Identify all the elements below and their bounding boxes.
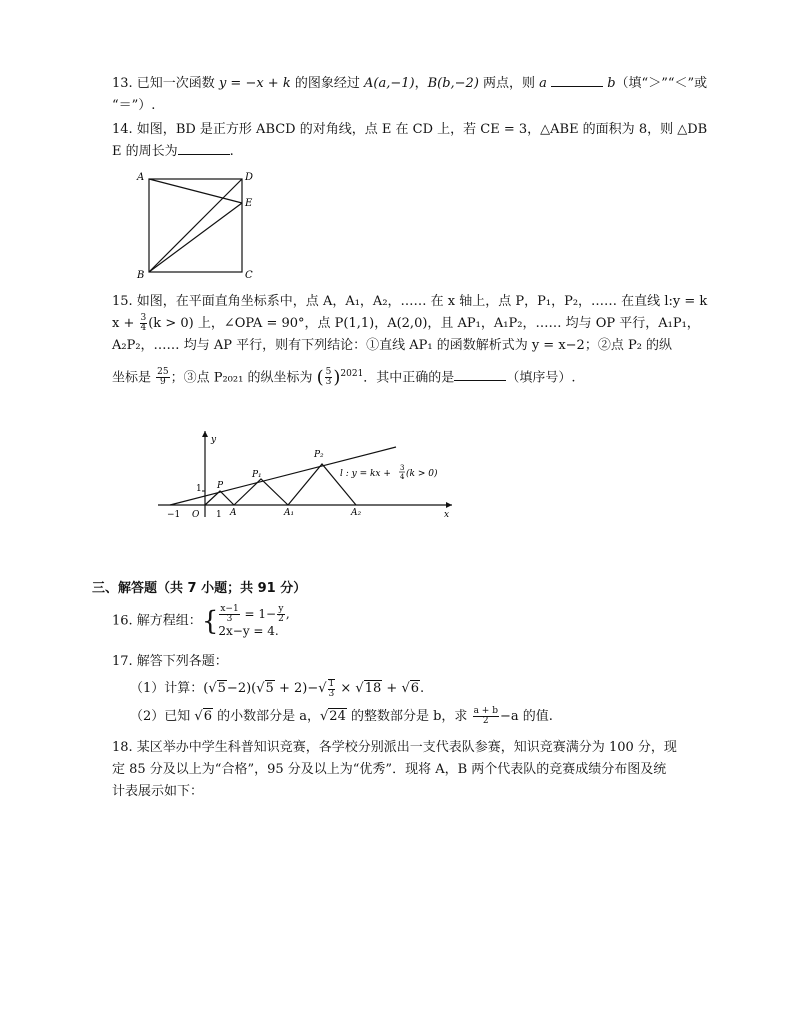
frac-den: 2 — [482, 716, 489, 726]
frac-num: 25 — [157, 367, 169, 378]
q16-eq2: 2x−y = 4. — [218, 624, 279, 638]
question-15 — [112, 291, 712, 389]
q17-p1-e: + — [382, 681, 402, 696]
question-13 — [112, 73, 712, 117]
q15-text-4a: 坐标是 — [112, 370, 156, 386]
sqrt-5: 5 — [217, 681, 226, 696]
q15-coordinate-graph — [150, 425, 460, 522]
one-y-label: 1 — [196, 484, 202, 494]
frac-den: 3 — [325, 377, 332, 388]
sqrt-18: 18 — [364, 681, 382, 696]
question-17 — [112, 651, 712, 728]
label-d: D — [245, 172, 254, 183]
triangle-ap1a1 — [234, 479, 288, 505]
paren-close: ) — [333, 366, 341, 388]
frac-den: 4 — [140, 323, 147, 333]
q17-part2: （2）已知 √6 的小数部分是 a，√24 的整数部分是 b，求 $\frac{a + b}{2}$ −a 的值. — [130, 706, 553, 726]
q16-frac2 — [277, 605, 285, 624]
q17-p2-b: 的小数部分是 a， — [212, 709, 320, 724]
q15-line3: A₂P₂，…… 均与 AP 平行，则有下列结论：①直线 AP₁ 的函数解析式为 y = x−2；②点 P₂ 的纵 — [112, 338, 673, 353]
q17-frac-ab-2 — [473, 707, 499, 726]
x-axis-label: x — [444, 510, 450, 520]
q14-text-d: . — [229, 144, 234, 159]
q13-answer-blank[interactable] — [551, 74, 603, 87]
y-axis-arrow — [202, 431, 208, 437]
q18-line1: 18. 某区举办中学生科普知识竞赛，各学校分别派出一支代表队参赛，知识竞赛满分为 100 分，现 — [112, 740, 677, 755]
q14-text-b: BD 是正方形 ABCD 的对角线，点 E 在 CD 上，若 CE = 3，△ABE 的面积为 8，则 △DB — [175, 122, 708, 137]
frac-den: 3 — [226, 614, 233, 624]
sqrt-6: 6 — [203, 709, 212, 724]
q17-p1-f: . — [420, 681, 425, 696]
q16-frac1 — [219, 605, 239, 624]
q17-label: 17. 解答下列各题： — [112, 654, 228, 669]
point-a-label: A — [230, 508, 237, 518]
q13-text-c: 两点，则 — [478, 76, 540, 91]
q16-eq1-mid: = 1− — [240, 607, 277, 621]
q17-p1-a: （1）计算：( — [130, 681, 209, 696]
q13-separator: ， — [414, 76, 428, 91]
frac-den: 9 — [160, 377, 166, 388]
q15-fraction-25-9 — [156, 368, 169, 387]
q15-fraction-5-3 — [325, 368, 333, 387]
q16-eq1-end: , — [285, 607, 290, 621]
line-equation-label-a: l : y = kx + — [340, 469, 391, 479]
q18-line2: 定 85 分及以上为“合格”，95 分及以上为“优秀”．现将 A，B 两个代表队的竞赛成绩分布图及统 — [112, 762, 667, 777]
diagonal-bd — [149, 179, 242, 272]
frac-den: 2 — [278, 614, 284, 624]
segment-be — [149, 203, 242, 272]
q16-label: 16. 解方程组： — [112, 613, 202, 629]
frac-num: 1 — [328, 678, 335, 689]
q17-p1-d: × — [336, 681, 356, 696]
q13-text-b: 的图象经过 — [290, 76, 364, 91]
one-x-label: 1 — [216, 510, 222, 520]
neg-one-label: −1 — [167, 510, 181, 520]
q15-text-4b: ；③点 P₂₀₂₁ 的纵坐标为 — [170, 370, 317, 386]
frac-num: a + b — [473, 706, 498, 716]
q15-fraction-3-4 — [140, 314, 148, 333]
q15-text-2a: x + — [112, 316, 139, 331]
origin-label: O — [192, 510, 200, 520]
label-b: B — [137, 270, 145, 281]
frac-num: x−1 — [220, 604, 239, 614]
y-axis-label: y — [211, 435, 217, 445]
q15-exponent: 2021 — [340, 369, 364, 379]
point-p-label: P — [217, 481, 224, 491]
q17-part1: （1）计算：(√5−2)(√5 + 2)−√ $\frac{1}{3}$ × √18 + √6. — [130, 678, 425, 699]
sqrt-24: 24 — [329, 709, 346, 724]
q13-var-a: a — [539, 76, 547, 91]
q13-function: y = −x + k — [218, 76, 291, 91]
question-18 — [112, 737, 712, 803]
q16-eq1 — [218, 605, 289, 624]
q14-text-a: 14. 如图， — [112, 122, 176, 137]
q13-line2: “＝”）. — [112, 98, 156, 113]
label-a: A — [137, 172, 145, 183]
sqrt-6: 6 — [410, 681, 420, 696]
frac-den: 3 — [328, 688, 335, 699]
line-equation-den: 4 — [400, 473, 405, 481]
sqrt-5: 5 — [265, 681, 274, 696]
question-16 — [112, 605, 712, 638]
point-p2-label: P₂ — [314, 450, 324, 460]
section-3-header: 三、解答题（共 7 小题；共 91 分） — [92, 581, 307, 596]
label-e: E — [245, 198, 253, 209]
frac-num: y — [278, 604, 284, 614]
q17-p2-c: 的整数部分是 b，求 — [346, 709, 472, 724]
q17-p1-b: −2)( — [226, 681, 257, 696]
q14-text-c: E 的周长为 — [112, 144, 178, 159]
q17-frac-1-3 — [328, 679, 336, 699]
segment-ae — [149, 179, 242, 203]
question-14 — [112, 119, 712, 163]
triangle-opa — [205, 491, 234, 505]
q16-brace: { — [201, 606, 219, 637]
q17-p2-d: −a 的值. — [499, 709, 553, 724]
q14-square-figure — [133, 168, 263, 282]
q15-text-4d: （填序号）. — [506, 370, 576, 386]
q17-p2-a: （2）已知 — [130, 709, 195, 724]
q15-power: ( — [316, 366, 324, 388]
q13-var-b: b — [607, 76, 616, 91]
frac-num: 5 — [325, 367, 332, 378]
point-a1-label: A₁ — [284, 508, 295, 518]
q13-point-b: B(b,−2) — [427, 76, 479, 91]
label-c: C — [245, 270, 253, 281]
q13-text-a: 13. 已知一次函数 — [112, 76, 219, 91]
q16-system — [218, 605, 289, 638]
q15-line1: 15. 如图，在平面直角坐标系中，点 A，A₁，A₂，…… 在 x 轴上，点 P，P₁，P₂，…… 在直线 l:y = k — [112, 294, 708, 309]
frac-num: 3 — [140, 313, 147, 323]
q13-text-d: （填“＞”“＜”或 — [615, 76, 708, 91]
q13-point-a: A(a,−1) — [363, 76, 415, 91]
q17-p1-c: + 2)− — [274, 681, 319, 696]
point-p1-label: P₁ — [252, 470, 262, 480]
x-axis-arrow — [446, 502, 452, 508]
q14-answer-blank[interactable] — [178, 142, 230, 155]
q15-text-4c: ．其中正确的是 — [363, 370, 455, 386]
line-equation-label-b: (k > 0) — [406, 469, 438, 479]
q15-answer-blank[interactable] — [454, 368, 506, 381]
point-a2-label: A₂ — [351, 508, 362, 518]
q18-line3: 计表展示如下： — [112, 784, 204, 799]
q15-text-2b: (k > 0) 上，∠OPA = 90°，点 P(1,1)，A(2,0)，且 AP₁，A₁P₂，…… 均与 OP 平行，A₁P₁， — [148, 316, 700, 331]
line-equation-num: 3 — [400, 464, 405, 472]
